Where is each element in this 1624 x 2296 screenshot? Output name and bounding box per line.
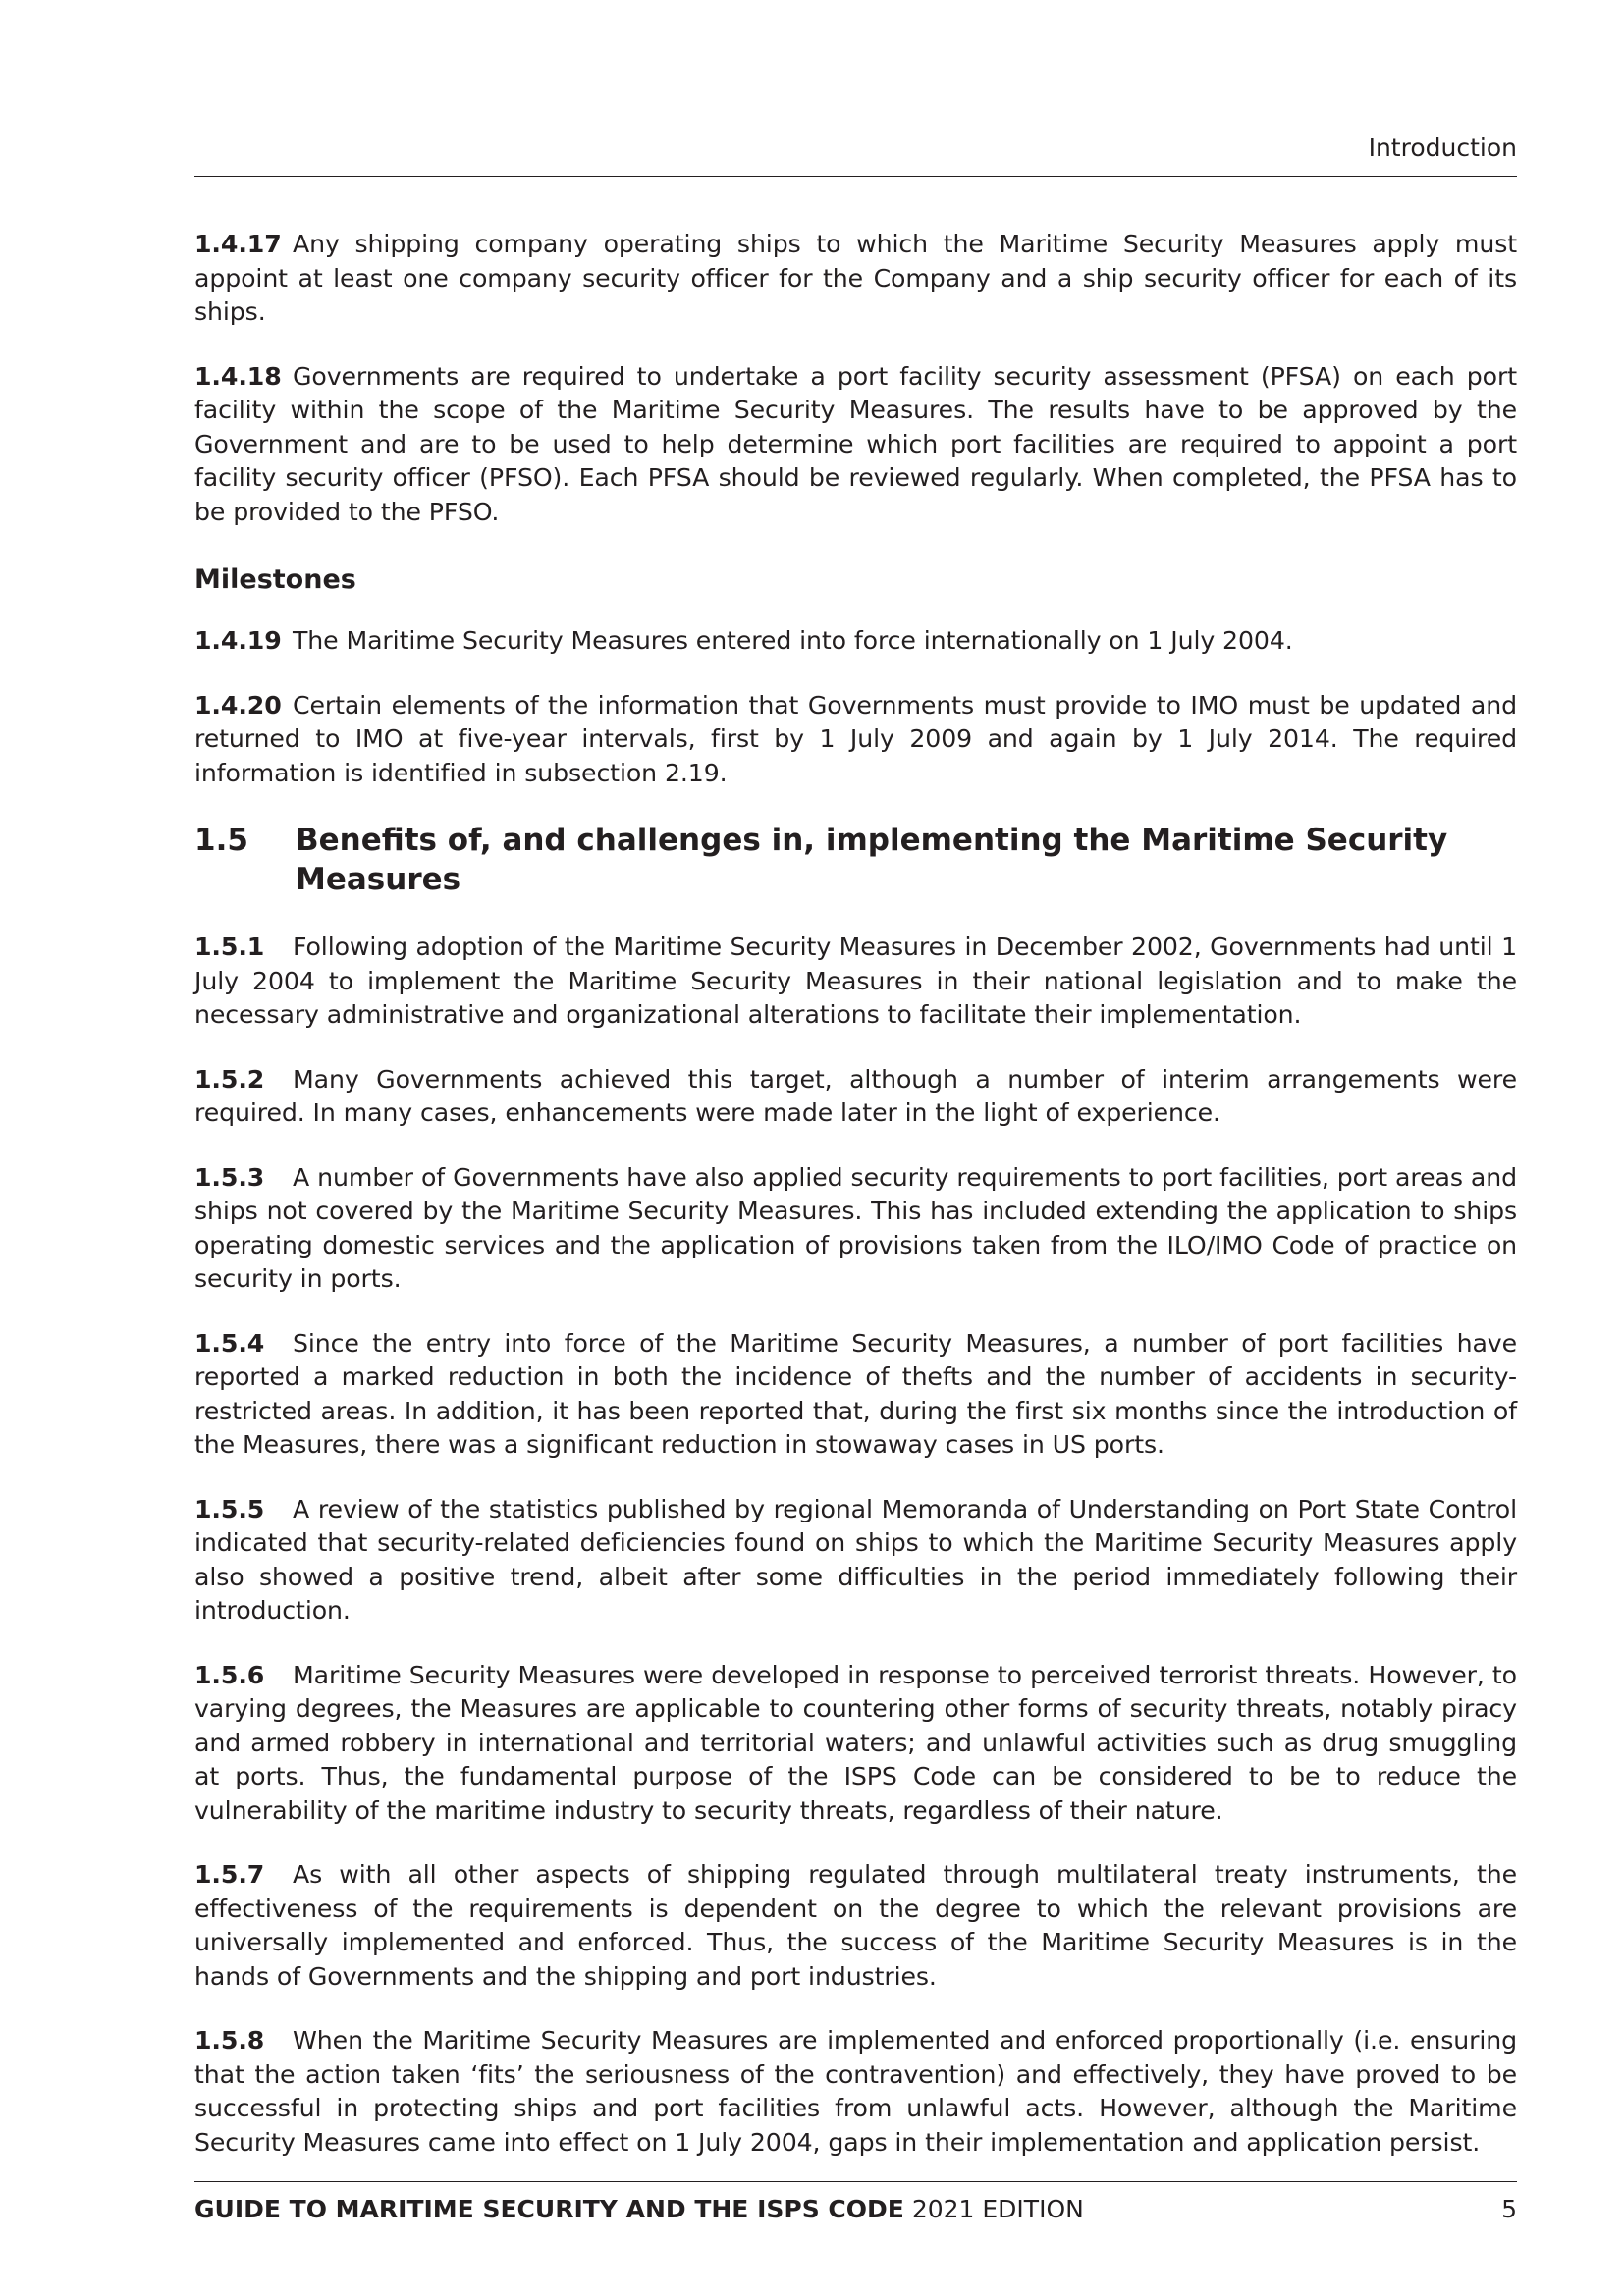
paragraph-text: Governments are required to undertake a port facility security assessment (PFSA) on each port facility within the scope of the Maritime Security Measures. The results have to be approved by the Government and are to be used to help determine which port facilities are required to appoint a port facility security officer (PFSO). Each PFSA should be reviewed regularly. When completed, the PFSA has to be provided to the PFSO. (194, 361, 1517, 526)
paragraph-number: 1.5.6 (194, 1660, 265, 1689)
paragraph-text: Since the entry into force of the Maritime Security Measures, a number of port facilities have reported a marked reduction in both the incidence of thefts and the number of accidents in security-restricted areas. In addition, it has been reported that, during the first six months since the introduction of the Measures, there was a significant reduction in stowaway cases in US ports. (194, 1328, 1517, 1459)
section-title: Benefits of, and challenges in, implementing the Maritime Security Measures (296, 823, 1448, 897)
paragraph-1-5-5 (194, 1493, 1517, 1629)
paragraph-number: 1.5.8 (194, 2026, 265, 2055)
footer-rule (194, 2181, 1517, 2182)
paragraph-number: 1.4.20 (194, 690, 282, 720)
paragraph-text: Certain elements of the information that Governments must provide to IMO must be updated and returned to IMO at five-year intervals, first by 1 July 2009 and again by 1 July 2014. The required information is identified in subsection 2.19. (194, 690, 1517, 787)
footer-title: GUIDE TO MARITIME SECURITY AND THE ISPS CODE (194, 2195, 904, 2223)
paragraph-1-5-4 (194, 1327, 1517, 1463)
page-footer (194, 2195, 1517, 2224)
paragraph-text: A number of Governments have also applied security requirements to port facilities, port areas and ships not covered by the Maritime Security Measures. This has included extending the application to ships operating domestic services and the application of provisions taken from the ILO/IMO Code of practice on security in ports. (194, 1162, 1517, 1293)
paragraph-text: Many Governments achieved this target, although a number of interim arrangements were required. In many cases, enhancements were made later in the light of experience. (194, 1064, 1517, 1127)
paragraph-1-4-18 (194, 360, 1517, 530)
paragraph-number: 1.5.5 (194, 1494, 265, 1523)
paragraph-text: The Maritime Security Measures entered into force internationally on 1 July 2004. (293, 626, 1293, 655)
paragraph-1-5-3 (194, 1161, 1517, 1297)
page-content (194, 228, 1517, 2190)
document-page (194, 0, 1517, 2296)
paragraph-1-5-8 (194, 2024, 1517, 2160)
subheading-milestones: Milestones (194, 564, 356, 595)
footer-edition: 2021 EDITION (911, 2195, 1084, 2223)
paragraph-text: Following adoption of the Maritime Security Measures in December 2002, Governments had until 1 July 2004 to implement the Maritime Security Measures in their national legislation and to make the necessary administrative and organizational alterations to facilitate their implementation. (194, 933, 1517, 1029)
paragraph-number: 1.5.7 (194, 1860, 265, 1889)
paragraph-number: 1.4.17 (194, 230, 282, 258)
paragraph-text: Any shipping company operating ships to which the Maritime Security Measures apply must appoint at least one company security officer for the Company and a ship security officer for each of its ships. (194, 230, 1517, 326)
paragraph-1-5-1 (194, 931, 1517, 1033)
section-number: 1.5 (194, 823, 248, 858)
paragraph-1-4-20 (194, 689, 1517, 791)
paragraph-number: 1.4.18 (194, 361, 282, 391)
header-rule (194, 176, 1517, 177)
paragraph-text: A review of the statistics published by regional Memoranda of Understanding on Port State Control indicated that security-related deficiencies found on ships to which the Maritime Security Measures apply also showed a positive trend, albeit after some difficulties in the period immediately following their introduction. (194, 1494, 1517, 1625)
paragraph-1-4-19 (194, 624, 1517, 659)
paragraph-1-5-6 (194, 1659, 1517, 1829)
paragraph-number: 1.5.3 (194, 1162, 265, 1192)
page-number: 5 (1501, 2195, 1517, 2223)
paragraph-number: 1.5.1 (194, 933, 265, 961)
paragraph-1-4-17 (194, 228, 1517, 330)
paragraph-number: 1.5.4 (194, 1328, 265, 1358)
paragraph-number: 1.4.19 (194, 626, 282, 655)
paragraph-text: When the Maritime Security Measures are implemented and enforced proportionally (i.e. ensuring that the action taken ‘fits’ the seriousness of the contravention) and effectively, they have proved to be successful in protecting ships and port facilities from unlawful acts. However, although the Maritime Security Measures came into effect on 1 July 2004, gaps in their implementation and application persist. (194, 2026, 1517, 2157)
paragraph-text: Maritime Security Measures were developed in response to perceived terrorist threats. However, to varying degrees, the Measures are applicable to countering other forms of security threats, notably piracy and armed robbery in international and territorial waters; and unlawful activities such as drug smuggling at ports. Thus, the fundamental purpose of the ISPS Code can be considered to be to reduce the vulnerability of the maritime industry to security threats, regardless of their nature. (194, 1660, 1517, 1825)
paragraph-1-5-2 (194, 1063, 1517, 1131)
running-head: Introduction (1368, 133, 1517, 162)
paragraph-number: 1.5.2 (194, 1064, 265, 1094)
paragraph-1-5-7 (194, 1858, 1517, 1994)
section-heading-1-5 (194, 821, 1517, 899)
paragraph-text: As with all other aspects of shipping regulated through multilateral treaty instruments, the effectiveness of the requirements is dependent on the degree to which the relevant provisions are universally implemented and enforced. Thus, the success of the Maritime Security Measures is in the hands of Governments and the shipping and port industries. (194, 1860, 1517, 1991)
